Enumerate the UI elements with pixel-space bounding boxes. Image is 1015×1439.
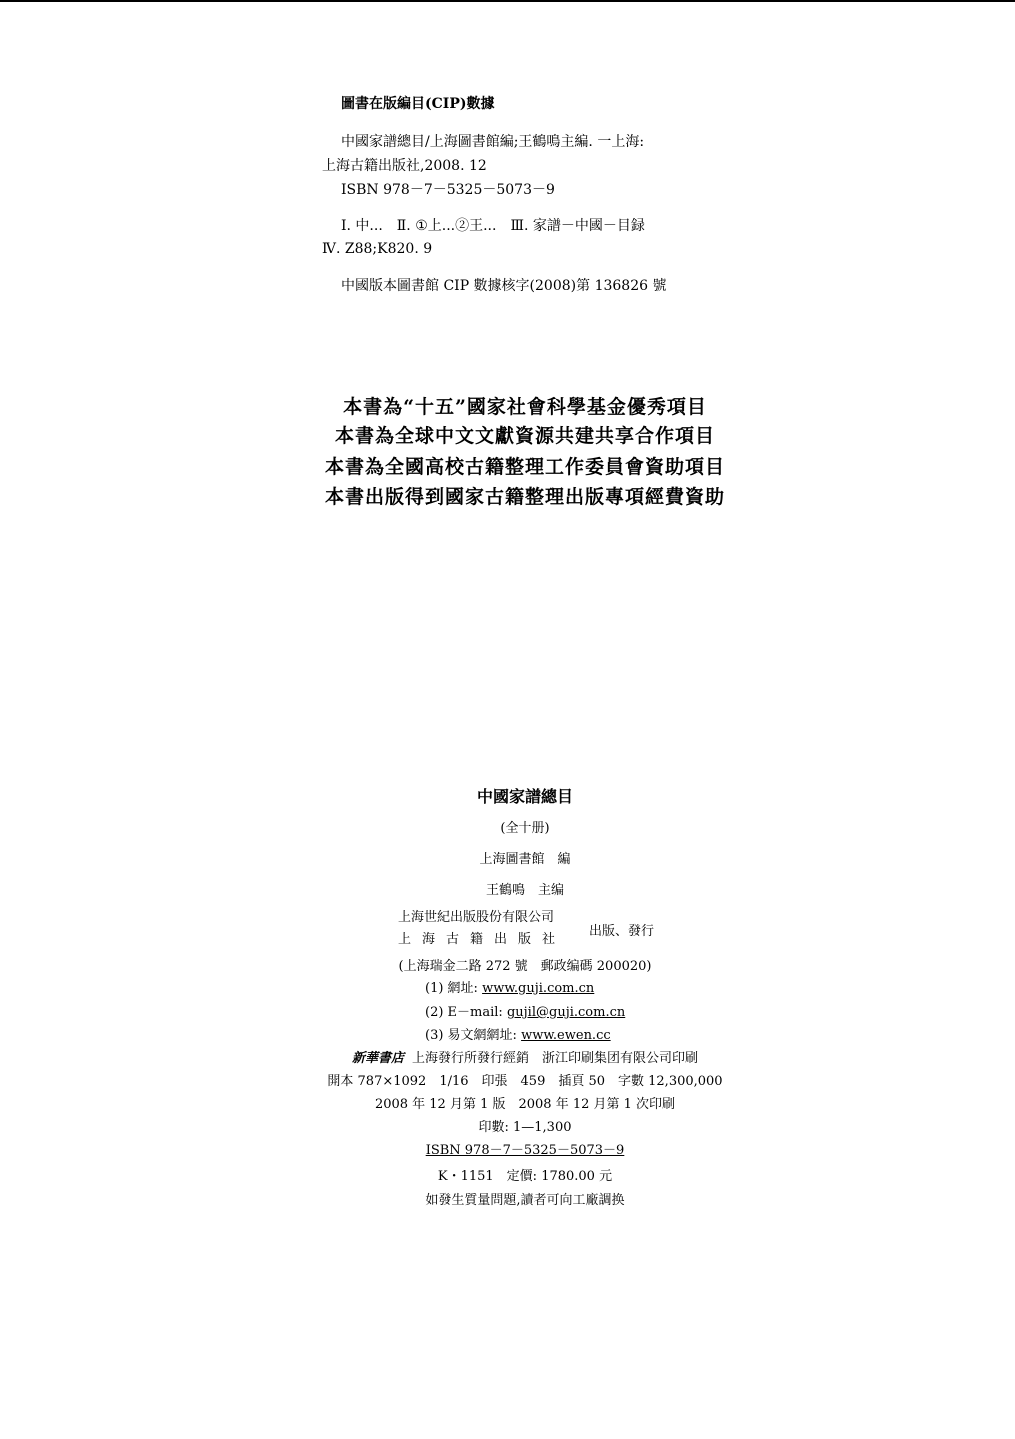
funding-statement-3: 本書為全國高校古籍整理工作委員會資助項目 <box>324 456 725 478</box>
specs-line: 開本 787×1092 1/16 印張 459 插頁 50 字數 12,300,000 <box>327 1074 723 1089</box>
cip-classification-1: Ⅰ. 中... Ⅱ. ①上...②王... Ⅲ. 家譜－中國－目録 <box>341 218 645 234</box>
publisher-1: 上海世紀出版股份有限公司 <box>398 910 555 925</box>
web-2-label: (2) E－mail: <box>425 1005 503 1020</box>
distribution-text: 上海發行所發行經銷 浙江印刷集团有限公司印刷 <box>412 1051 699 1066</box>
publisher-role: 出版、發行 <box>589 924 655 939</box>
edition-line: 2008 年 12 月第 1 版 2008 年 12 月第 1 次印刷 <box>374 1097 676 1112</box>
publisher-group <box>398 907 566 951</box>
funding-statement-1: 本書為“十五”國家社會科學基金優秀項目 <box>343 396 707 418</box>
web-2-link[interactable]: gujil@guji.com.cn <box>506 1005 626 1020</box>
cip-isbn: ISBN 978－7－5325－5073－9 <box>341 182 555 198</box>
publisher-2: 上海古籍出版社 <box>398 932 567 947</box>
web-line-2 <box>425 1001 625 1020</box>
cip-classification-2: Ⅳ. Z88;K820. 9 <box>322 241 433 257</box>
web-line-1 <box>425 977 594 996</box>
publisher-address: (上海瑞金二路 272 號 郵政编碼 200020) <box>398 959 652 974</box>
cip-heading: 圖書在版編目(CIP)數據 <box>341 96 495 112</box>
web-1-link[interactable]: www.guji.com.cn <box>482 981 595 996</box>
colophon-isbn-text: ISBN 978－7－5325－5073－9 <box>425 1143 625 1158</box>
cip-record-number: 中國版本圖書館 CIP 數據核字(2008)第 136826 號 <box>341 278 667 294</box>
colophon-title: 中國家譜總目 <box>476 787 573 806</box>
funding-statement-4: 本書出版得到國家古籍整理出版專項經費資助 <box>324 486 725 508</box>
web-1-label: (1) 網址: <box>425 981 478 996</box>
top-border-line <box>0 0 1015 2</box>
distribution-line <box>290 1047 760 1066</box>
web-3-label: (3) 易文網網址: <box>425 1028 517 1043</box>
web-3-link[interactable]: www.ewen.cc <box>521 1028 611 1043</box>
price-line: K・1151 定價: 1780.00 元 <box>437 1169 613 1184</box>
xinhua-bookstore-logo: 新華書店 <box>351 1051 404 1066</box>
cip-line-1: 中國家譜總目/上海圖書館編;王鶴鳴主編. 一上海: <box>341 134 645 150</box>
quality-notice: 如發生質量問題,讀者可向工廠調换 <box>425 1193 625 1208</box>
web-line-3 <box>425 1024 611 1043</box>
print-run: 印數: 1—1,300 <box>478 1120 572 1135</box>
colophon-volumes: (全十册) <box>500 821 550 836</box>
colophon-compiler: 上海圖書館 編 <box>479 852 571 867</box>
colophon-editor: 王鶴鳴 主编 <box>485 883 564 898</box>
cip-line-2: 上海古籍出版社,2008. 12 <box>322 158 487 174</box>
colophon-isbn <box>300 1139 750 1158</box>
funding-statement-2: 本書為全球中文文獻資源共建共享合作項目 <box>334 425 715 447</box>
